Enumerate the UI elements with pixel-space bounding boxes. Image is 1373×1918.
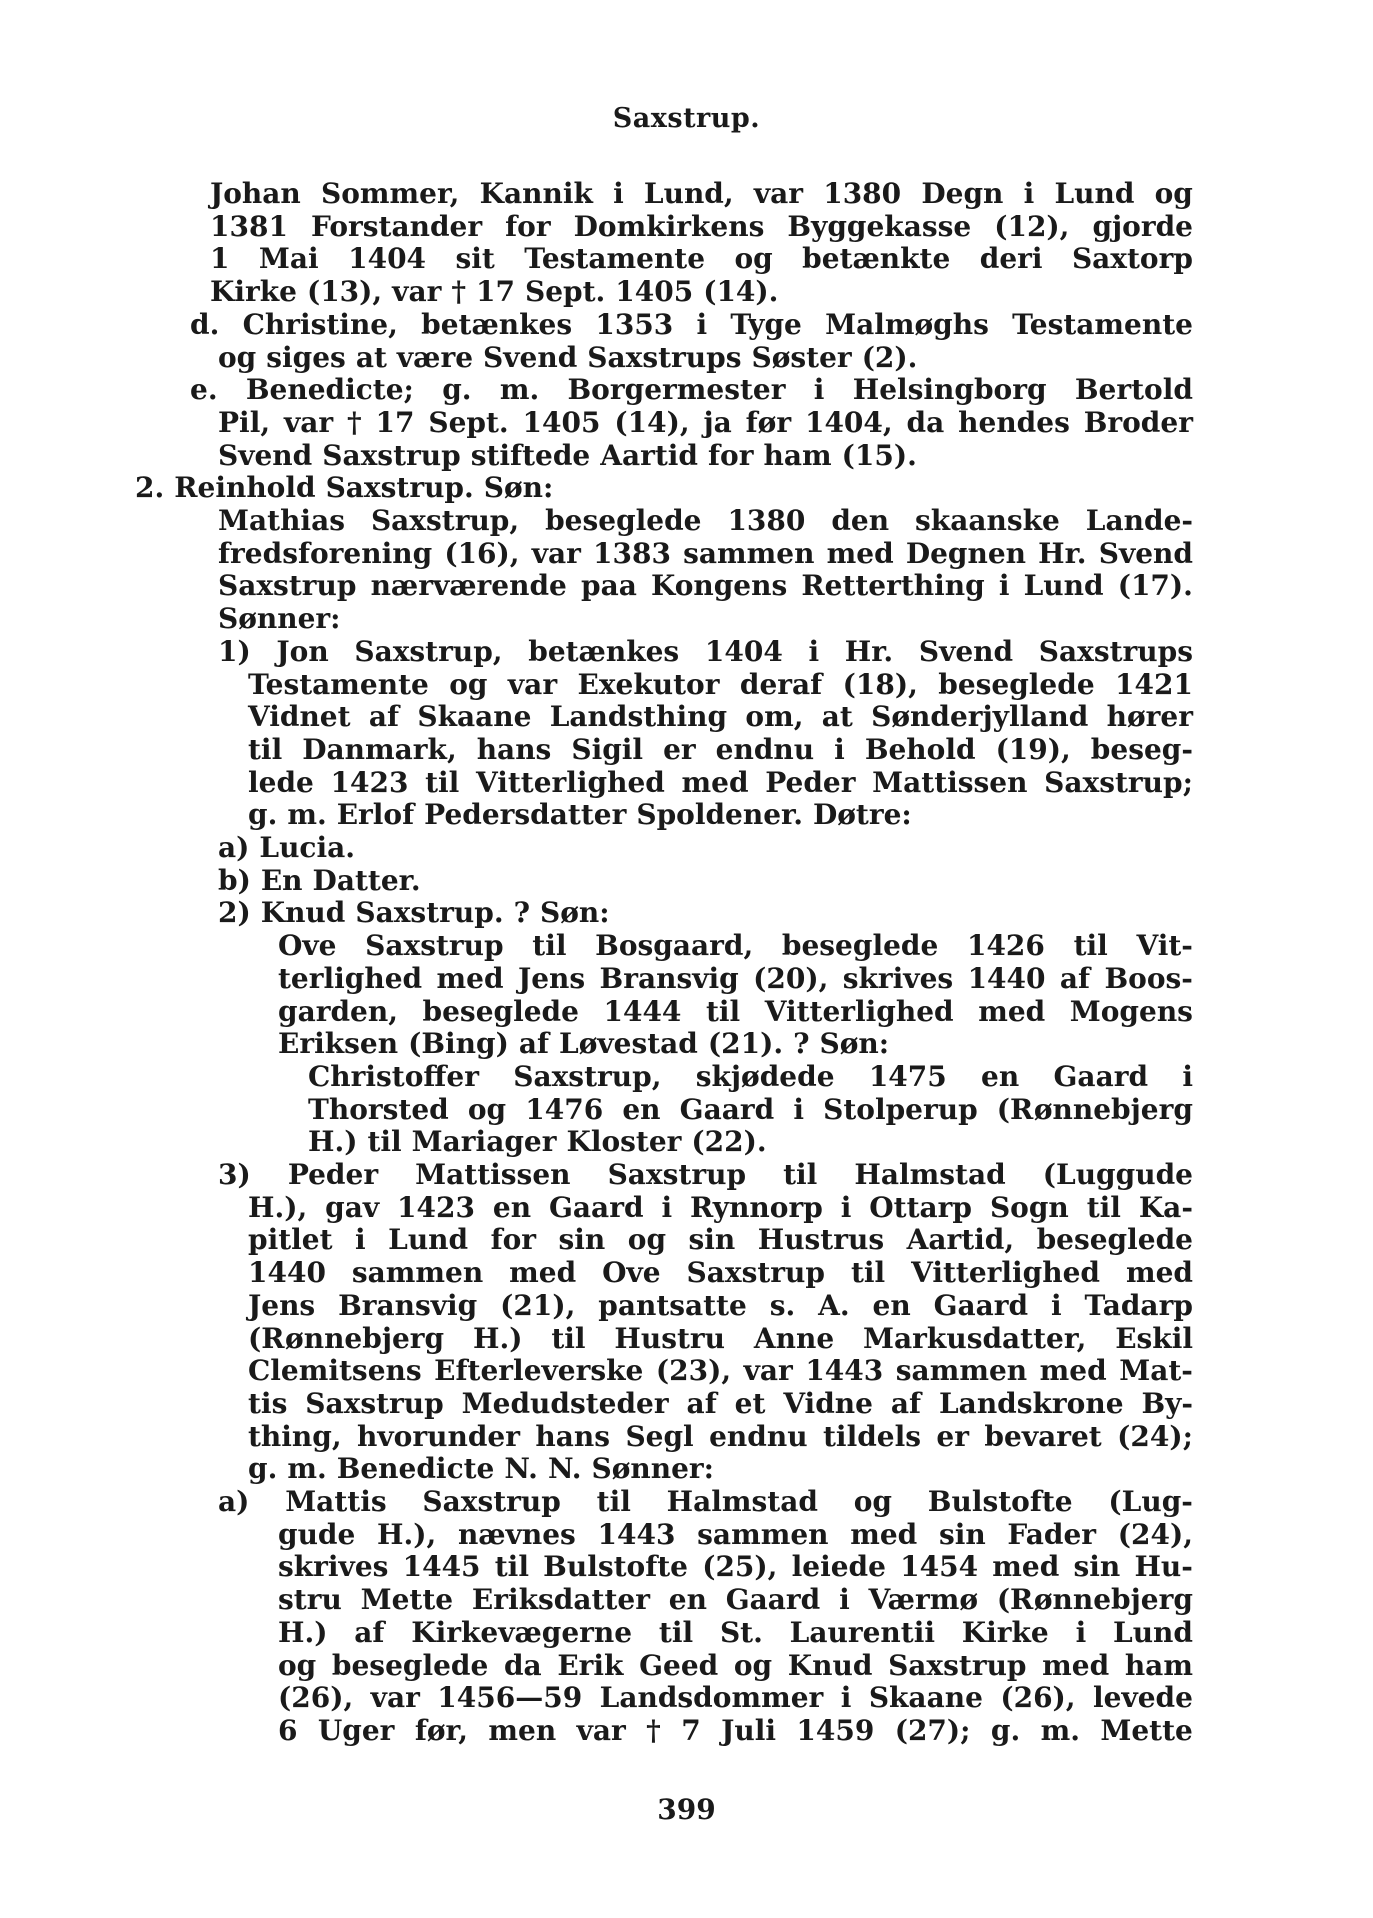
text-line: Saxstrup nærværende paa Kongens Retterthing i Lund (17). — [218, 569, 1193, 603]
text-line: 1381 Forstander for Domkirkens Byggekasse (12), gjorde — [210, 209, 1193, 243]
text-line: 2. Reinhold Saxstrup. Søn: — [135, 471, 554, 505]
text-line: Thorsted og 1476 en Gaard i Stolperup (Rønnebjerg — [308, 1092, 1193, 1126]
text-line: 2) Knud Saxstrup. ? Søn: — [218, 896, 610, 930]
text-line: b) En Datter. — [218, 863, 421, 897]
text-line: Mathias Saxstrup, beseglede 1380 den skaanske Lande- — [218, 504, 1193, 537]
text-line: garden, beseglede 1444 til Vitterlighed med Mogens — [278, 994, 1193, 1028]
text-line: Eriksen (Bing) af Løvestad (21). ? Søn: — [278, 1027, 890, 1061]
text-line: Johan Sommer, Kannik i Lund, var 1380 Degn i Lund og — [210, 177, 1193, 210]
text-line: thing, hvorunder hans Segl endnu tildels er bevaret (24); — [248, 1419, 1193, 1453]
text-line: Ove Saxstrup til Bosgaard, beseglede 1426 til Vit- — [278, 929, 1193, 963]
text-line: til Danmark, hans Sigil er endnu i Behold (19), beseg- — [248, 732, 1193, 766]
text-line: a) Lucia. — [218, 831, 356, 864]
text-line: skrives 1445 til Bulstofte (25), leiede 1454 med sin Hu- — [278, 1550, 1193, 1584]
text-line: H.), gav 1423 en Gaard i Rynnorp i Ottarp Sogn til Ka- — [248, 1190, 1193, 1224]
text-line: d. Christine, betænkes 1353 i Tyge Malmøghs Testamente — [190, 307, 1193, 341]
text-line: (Rønnebjerg H.) til Hustru Anne Markusdatter, Eskil — [248, 1321, 1193, 1355]
text-line: Sønner: — [218, 602, 341, 636]
text-line: 1440 sammen med Ove Saxstrup til Vitterlighed med — [248, 1256, 1193, 1290]
text-line: 6 Uger før, men var † 7 Juli 1459 (27); g. m. Mette — [278, 1713, 1193, 1747]
text-line: pitlet i Lund for sin og sin Hustrus Aartid, beseglede — [248, 1223, 1193, 1257]
text-line: og beseglede da Erik Geed og Knud Saxstrup med ham — [278, 1648, 1193, 1682]
text-line: Christoffer Saxstrup, skjødede 1475 en Gaard i — [308, 1059, 1193, 1093]
text-line: Testamente og var Exekutor deraf (18), beseglede 1421 — [248, 667, 1193, 701]
text-line: 3) Peder Mattissen Saxstrup til Halmstad (Luggude — [218, 1158, 1193, 1191]
text-line: Clemitsens Efterleverske (23), var 1443 sammen med Mat- — [248, 1354, 1193, 1388]
text-line: H.) af Kirkevægerne til St. Laurentii Kirke i Lund — [278, 1615, 1193, 1649]
text-line: tis Saxstrup Medudsteder af et Vidne af Landskrone By- — [248, 1386, 1193, 1420]
text-line: gude H.), nævnes 1443 sammen med sin Fader (24), — [278, 1517, 1193, 1551]
running-header: Saxstrup. — [612, 103, 761, 134]
text-line: (26), var 1456—59 Landsdommer i Skaane (26), levede — [278, 1681, 1193, 1715]
text-line: terlighed med Jens Bransvig (20), skrives 1440 af Boos- — [278, 961, 1193, 995]
text-line: lede 1423 til Vitterlighed med Peder Mattissen Saxstrup; — [248, 765, 1193, 799]
text-line: 1) Jon Saxstrup, betænkes 1404 i Hr. Svend Saxstrups — [218, 634, 1193, 668]
text-line: Jens Bransvig (21), pantsatte s. A. en Gaard i Tadarp — [248, 1288, 1193, 1322]
text-line: g. m. Erlof Pedersdatter Spoldener. Døtre: — [248, 798, 912, 832]
text-line: Vidnet af Skaane Landsthing om, at Sønderjylland hører — [248, 700, 1193, 734]
text-line: og siges at være Svend Saxstrups Søster (2). — [218, 340, 918, 374]
text-line: Svend Saxstrup stiftede Aartid for ham (15). — [218, 438, 917, 472]
page-number: 399 — [657, 1793, 716, 1826]
text-line: fredsforening (16), var 1383 sammen med Degnen Hr. Svend — [218, 536, 1193, 570]
text-line: e. Benedicte; g. m. Borgermester i Helsingborg Bertold — [190, 373, 1193, 407]
text-line: a) Mattis Saxstrup til Halmstad og Bulstofte (Lug- — [218, 1485, 1193, 1518]
text-line: 1 Mai 1404 sit Testamente og betænkte deri Saxtorp — [210, 242, 1193, 276]
text-line: g. m. Benedicte N. N. Sønner: — [248, 1452, 715, 1486]
text-line: H.) til Mariager Kloster (22). — [308, 1125, 767, 1159]
text-line: Kirke (13), var † 17 Sept. 1405 (14). — [210, 275, 779, 309]
text-line: stru Mette Eriksdatter en Gaard i Værmø (Rønnebjerg — [278, 1583, 1193, 1617]
text-line: Pil, var † 17 Sept. 1405 (14), ja før 1404, da hendes Broder — [218, 405, 1193, 439]
